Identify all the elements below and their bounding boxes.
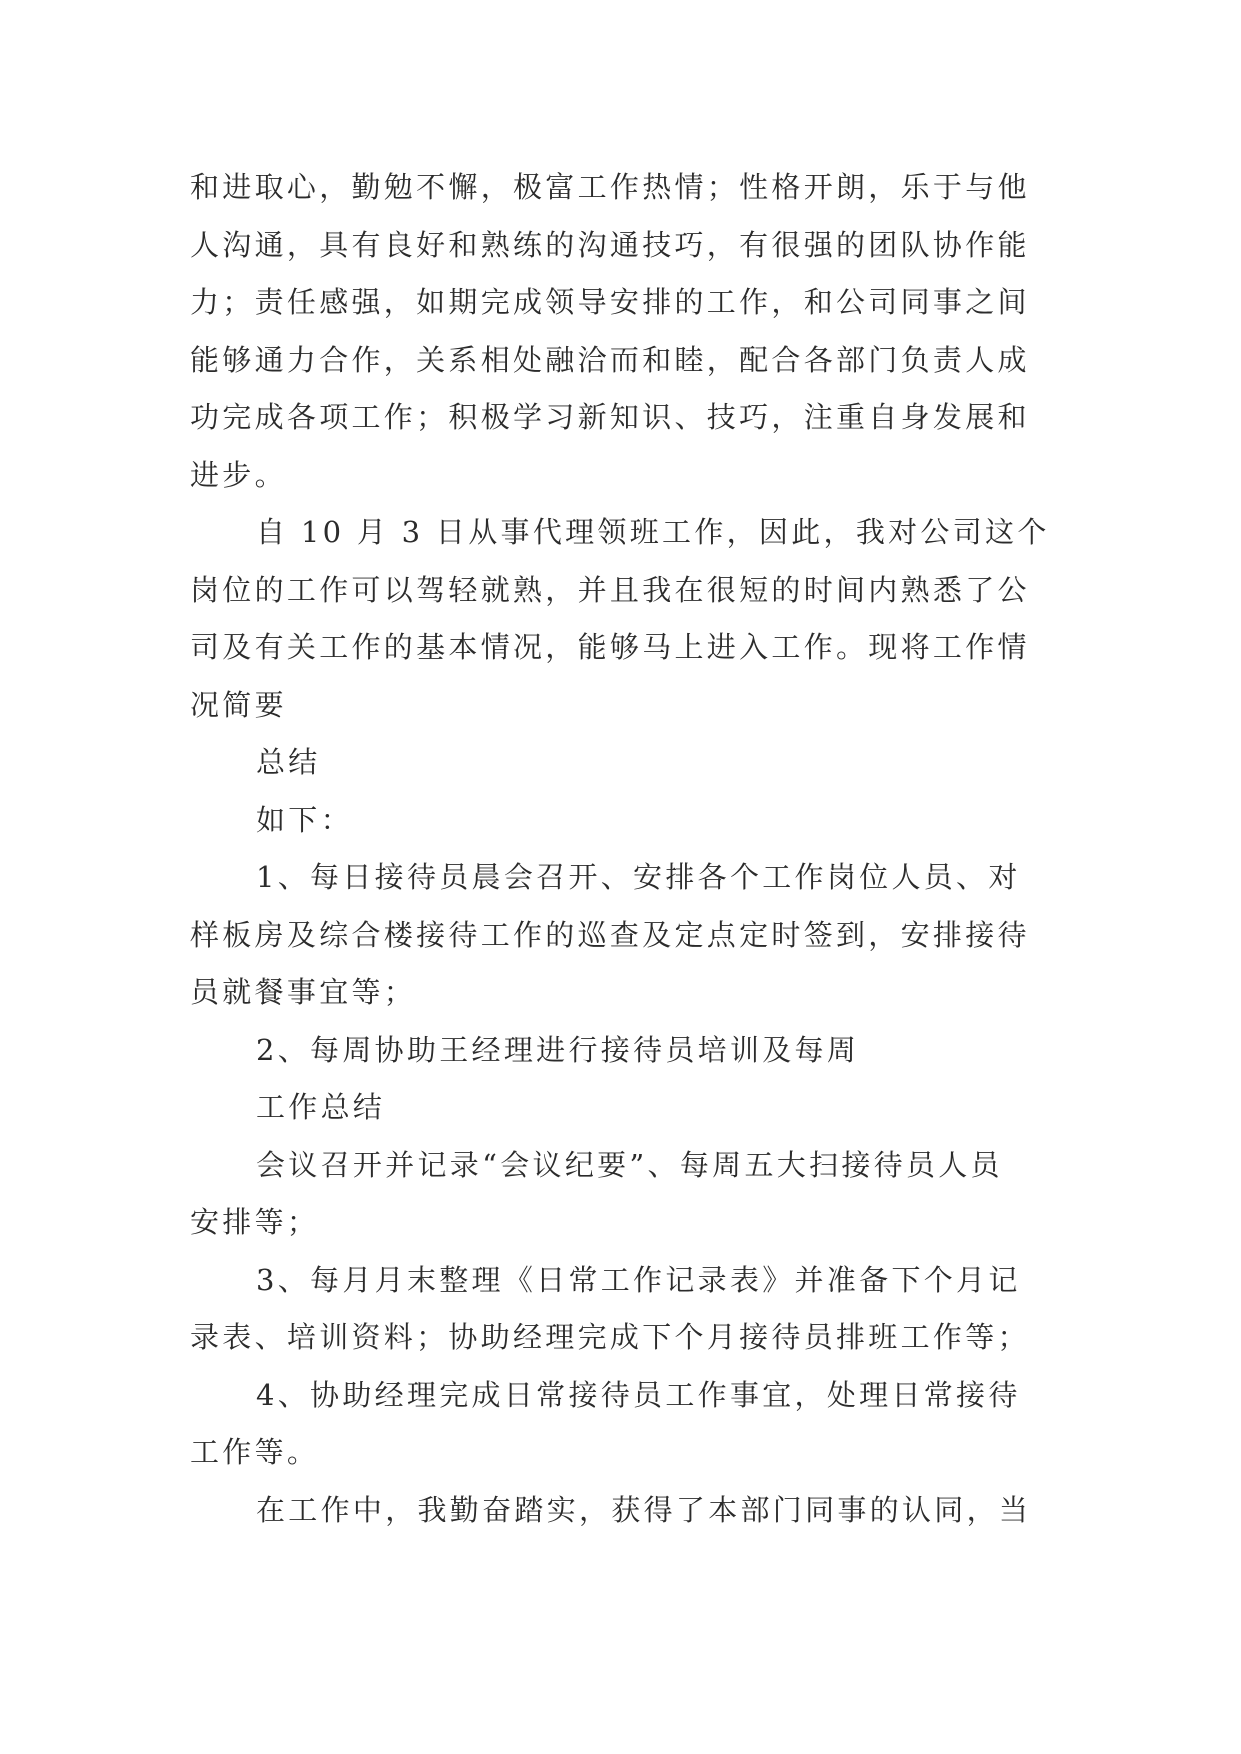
list-item-2-line: 2、每周协助王经理进行接待员培训及每周	[256, 1032, 860, 1067]
paragraph-start-line: 自 10 月 3 日从事代理领班工作，因此，我对公司这个	[256, 515, 1050, 549]
list-item-4-line: 4、协助经理完成日常接待员工作事宜，处理日常接待	[256, 1377, 1021, 1412]
text-line: 录表、培训资料；协助经理完成下个月接待员排班工作等；	[190, 1320, 1030, 1354]
paragraph-start-line: 总结	[256, 745, 321, 779]
list-item-1-line: 1、每日接待员晨会召开、安排各个工作岗位人员、对	[256, 860, 1021, 894]
list-item-3-line: 3、每月月末整理《日常工作记录表》并准备下个月记	[256, 1262, 1021, 1297]
text-line: 况简要	[190, 687, 287, 722]
paragraph-start-line: 工作总结	[256, 1090, 386, 1124]
text-line: 和进取心，勤勉不懈，极富工作热情；性格开朗，乐于与他	[190, 170, 1030, 204]
text-line: 司及有关工作的基本情况，能够马上进入工作。现将工作情	[190, 630, 1030, 664]
text-line: 力；责任感强，如期完成领导安排的工作，和公司同事之间	[190, 285, 1030, 319]
text-line: 岗位的工作可以驾轻就熟，并且我在很短的时间内熟悉了公	[190, 572, 1030, 607]
text-line: 能够通力合作，关系相处融洽而和睦，配合各部门负责人成	[190, 342, 1030, 377]
text-line: 样板房及综合楼接待工作的巡查及定点定时签到，安排接待	[190, 917, 1030, 952]
document-body	[190, 159, 1052, 1539]
text-line: 工作等。	[190, 1435, 320, 1469]
text-line: 安排等；	[190, 1205, 320, 1239]
text-line: 进步。	[190, 457, 287, 492]
paragraph-start-line: 如下：	[256, 802, 353, 837]
text-line: 员就餐事宜等；	[190, 975, 417, 1009]
text-line: 人沟通，具有良好和熟练的沟通技巧，有很强的团队协作能	[190, 227, 1030, 262]
text-line: 功完成各项工作；积极学习新知识、技巧，注重自身发展和	[190, 400, 1030, 434]
paragraph-start-line: 会议召开并记录“会议纪要”、每周五大扫接待员人员	[256, 1147, 1003, 1182]
paragraph-start-line: 在工作中，我勤奋踏实，获得了本部门同事的认同，当	[256, 1492, 1032, 1527]
